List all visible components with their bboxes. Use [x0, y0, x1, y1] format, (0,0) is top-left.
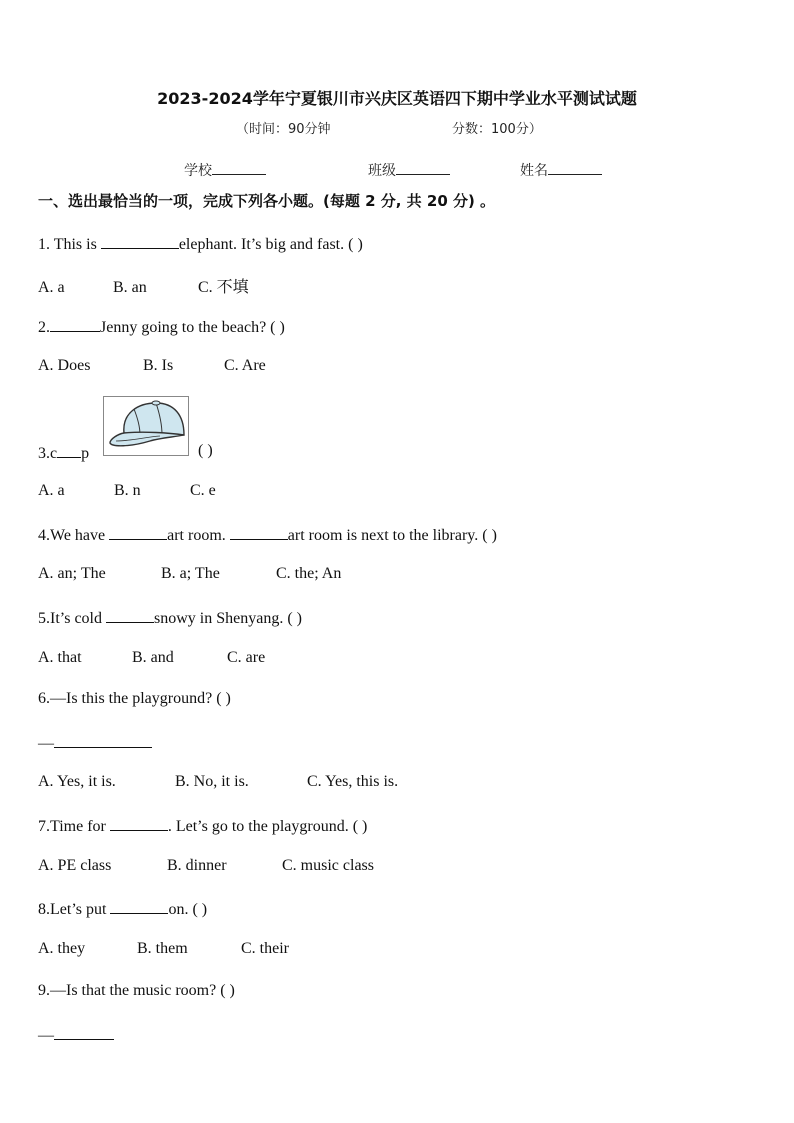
q5-option-a[interactable]: A. that: [38, 649, 82, 666]
exam-score: 分数：100分）: [452, 122, 542, 137]
q6-option-c[interactable]: C. Yes, this is.: [307, 773, 399, 790]
q3-option-b[interactable]: B. n: [114, 482, 141, 499]
question-2-options: [38, 357, 266, 375]
question-8-options: [38, 940, 289, 958]
q4-option-b[interactable]: B. a; The: [161, 565, 220, 582]
question-6: 6.—Is this the playground? ( ): [38, 690, 231, 707]
q9-dash: —: [38, 1027, 54, 1044]
question-1: [38, 233, 363, 254]
class-blank[interactable]: [396, 160, 450, 175]
q1-stem: 1. This is: [38, 236, 101, 253]
q3-stem-rest: p: [81, 445, 90, 462]
q3-bracket: ( ): [198, 442, 213, 459]
q8-option-a[interactable]: A. they: [38, 940, 86, 957]
question-1-options: [38, 274, 249, 297]
q4-option-a[interactable]: A. an; The: [38, 565, 106, 582]
q4-stem-rest: art room is next to the library. ( ): [287, 527, 497, 544]
q5-blank[interactable]: [106, 607, 154, 623]
question-6-options: [38, 773, 398, 791]
q2-option-b[interactable]: B. Is: [143, 357, 174, 374]
question-7-options: [38, 857, 374, 875]
q6-option-b[interactable]: B. No, it is.: [175, 773, 249, 790]
q7-blank[interactable]: [110, 815, 168, 831]
q1-option-b[interactable]: B. an: [113, 279, 147, 296]
q5-stem-rest: snowy in Shenyang. ( ): [154, 610, 302, 627]
question-9: 9.—Is that the music room? ( ): [38, 982, 235, 999]
q7-stem: 7.Time for: [38, 818, 110, 835]
q9-answer-line: [38, 1024, 114, 1045]
q2-stem-rest: Jenny going to the beach? ( ): [100, 319, 285, 336]
q4-blank-2[interactable]: [230, 524, 288, 540]
q8-stem: 8.Let’s put: [38, 901, 111, 918]
q4-stem-mid: art room.: [167, 527, 230, 544]
q5-option-b[interactable]: B. and: [132, 649, 174, 666]
q6-answer-line: [38, 732, 152, 753]
question-5-options: [38, 649, 265, 667]
question-3-options: [38, 482, 216, 500]
q7-option-a[interactable]: A. PE class: [38, 857, 112, 874]
class-field: [368, 160, 450, 180]
q8-option-c[interactable]: C. their: [241, 940, 289, 957]
q3-option-a[interactable]: A. a: [38, 482, 65, 499]
q6-dash: —: [38, 735, 54, 752]
q1-blank[interactable]: [101, 233, 179, 249]
q1-option-c[interactable]: C. 不填: [198, 279, 249, 296]
q7-option-b[interactable]: B. dinner: [167, 857, 227, 874]
school-blank[interactable]: [212, 160, 266, 175]
q1-option-a[interactable]: A. a: [38, 279, 65, 296]
school-field: [184, 160, 266, 180]
class-label: 班级: [368, 163, 396, 179]
question-3: [38, 442, 89, 463]
q8-option-b[interactable]: B. them: [137, 940, 188, 957]
q5-stem: 5.It’s cold: [38, 610, 106, 627]
name-field: [520, 160, 602, 180]
q2-blank[interactable]: [50, 316, 100, 332]
question-4: [38, 524, 497, 545]
page-title: 2023-2024学年宁夏银川市兴庆区英语四下期中学业水平测试试题: [157, 89, 637, 108]
q5-option-c[interactable]: C. are: [227, 649, 266, 666]
cap-icon: [104, 397, 188, 455]
q4-blank-1[interactable]: [109, 524, 167, 540]
q8-blank[interactable]: [110, 898, 168, 914]
q4-stem: 4.We have: [38, 527, 110, 544]
question-7: [38, 815, 367, 836]
cap-image: [103, 396, 189, 456]
q8-stem-rest: on. ( ): [168, 901, 208, 918]
q3-option-c[interactable]: C. e: [190, 482, 216, 499]
name-blank[interactable]: [548, 160, 602, 175]
q6-blank[interactable]: [54, 732, 152, 748]
question-4-options: [38, 565, 341, 583]
section-heading: 一、选出最恰当的一项，完成下列各小题。(每题 2 分, 共 20 分) 。: [38, 192, 496, 210]
q9-blank[interactable]: [54, 1024, 114, 1040]
q2-stem: 2.: [38, 319, 50, 336]
exam-time: （时间：90分钟: [236, 122, 331, 137]
q7-stem-rest: . Let’s go to the playground. ( ): [167, 818, 368, 835]
q4-option-c[interactable]: C. the; An: [276, 565, 342, 582]
question-8: [38, 898, 207, 919]
question-2: [38, 316, 285, 337]
q6-option-a[interactable]: A. Yes, it is.: [38, 773, 116, 790]
q1-stem-rest: elephant. It’s big and fast. ( ): [178, 236, 363, 253]
q2-option-c[interactable]: C. Are: [224, 357, 266, 374]
q2-option-a[interactable]: A. Does: [38, 357, 91, 374]
school-label: 学校: [184, 163, 212, 179]
q3-blank[interactable]: [57, 442, 81, 458]
name-label: 姓名: [520, 163, 548, 179]
q7-option-c[interactable]: C. music class: [282, 857, 374, 874]
q3-stem: 3.c: [38, 445, 58, 462]
question-5: [38, 607, 302, 628]
